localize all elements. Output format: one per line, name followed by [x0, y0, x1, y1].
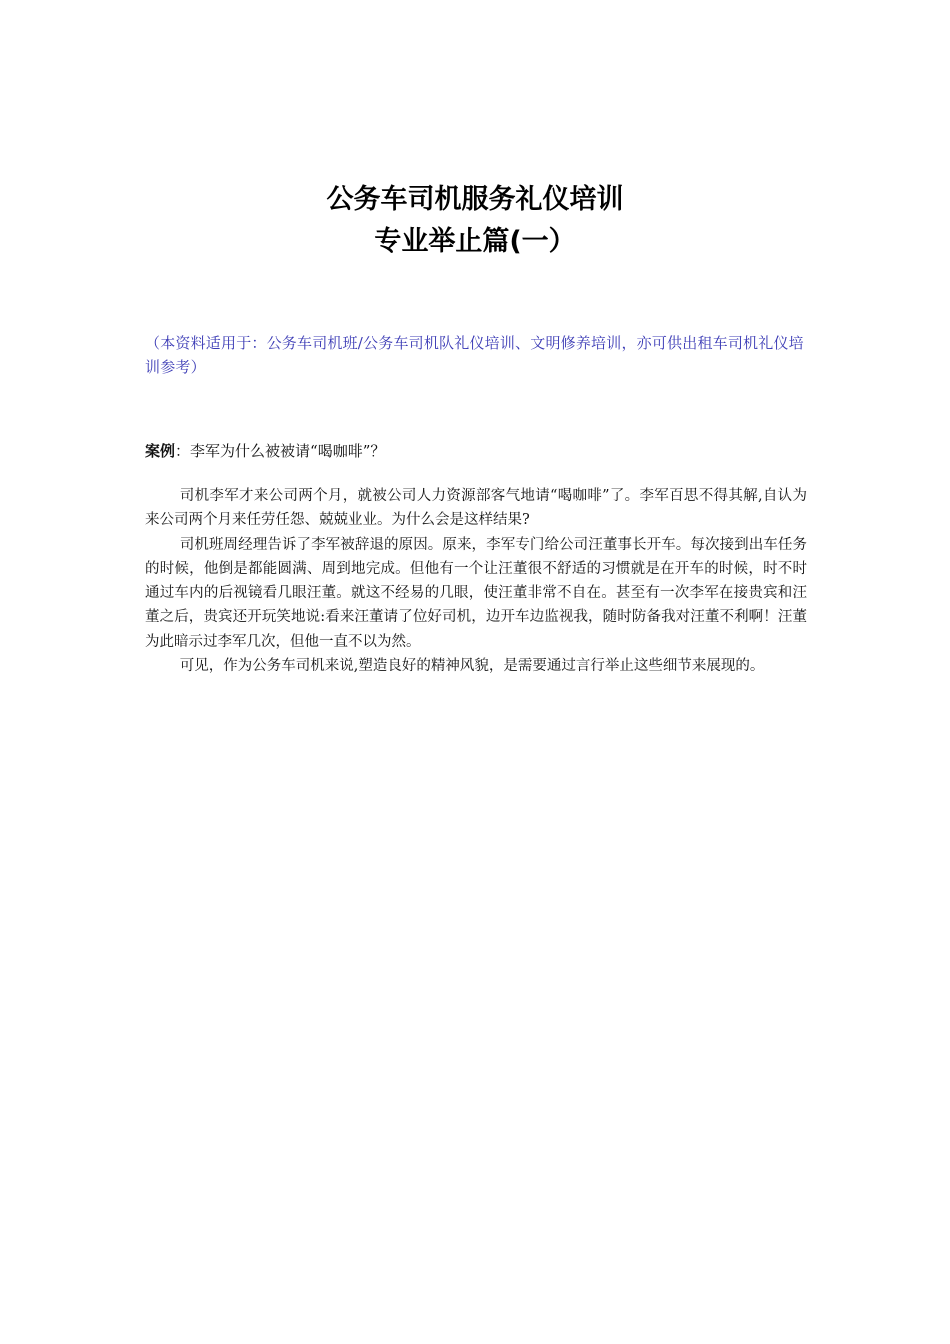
paragraph: 司机李军才来公司两个月，就被公司人力资源部客气地请“喝咖啡”了。李军百思不得其解,自认为来公司两个月来任劳任怨、兢兢业业。为什么会是这样结果?	[145, 488, 807, 529]
paragraph: 司机班周经理告诉了李军被辞退的原因。原来，李军专门给公司汪董事长开车。每次接到出车任务的时候，他倒是都能圆满、周到地完成。但他有一个让汪董很不舒适的习惯就是在开车的时候，时不时通过车内的后视镜看几眼汪董。就这不经易的几眼，使汪董非常不自在。甚至有一次李军在接贵宾和汪董之后，贵宾还开玩笑地说:看来汪董请了位好司机，边开车边监视我，随时防备我对汪董不利啊！汪董为此暗示过李军几次，但他一直不以为然。	[145, 536, 807, 650]
applicability-note: （本资料适用于：公务车司机班/公务车司机队礼仪培训、文明修养培训，亦可供出租车司机礼仪培训参考）	[145, 334, 804, 376]
case-title: 李军为什么被被请“喝咖啡”？	[190, 442, 386, 460]
paragraph: 可见，作为公务车司机来说,塑造良好的精神风貌，是需要通过言行举止这些细节来展现的。	[179, 658, 765, 675]
case-heading	[145, 440, 810, 462]
document-subtitle: 专业举止篇(一）	[374, 226, 576, 257]
case-body	[145, 484, 807, 678]
document-title: 公务车司机服务礼仪培训	[326, 184, 624, 215]
case-colon: ：	[175, 442, 191, 460]
case-label: 案例	[145, 442, 176, 460]
